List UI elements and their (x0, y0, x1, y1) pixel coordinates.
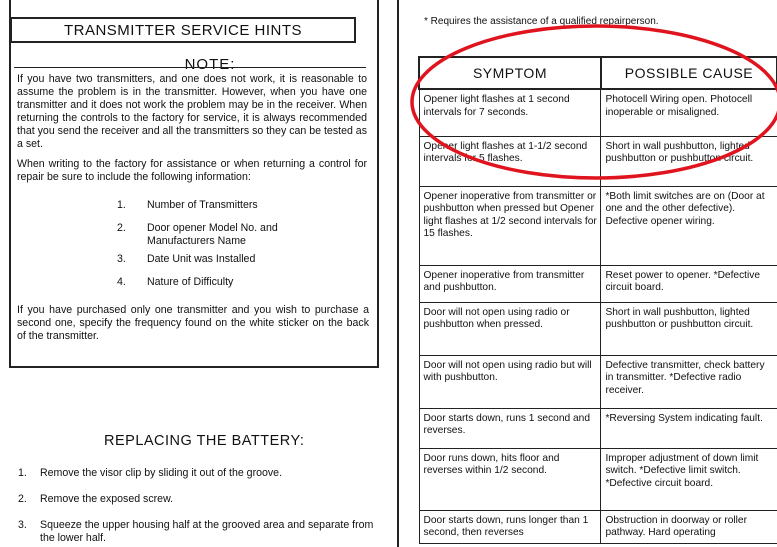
battery-step (18, 493, 378, 507)
table-row (419, 186, 777, 265)
cause-cell: Reset power to opener. *Defective circuit board. (601, 265, 777, 302)
symptom-cell: Opener light flashes at 1 second intervals for 7 seconds. (419, 89, 601, 136)
symptom-cell: Opener light flashes at 1-1/2 second intervals for 5 flashes. (419, 136, 601, 186)
column-divider (397, 0, 399, 547)
note-heading: NOTE: (184, 56, 236, 73)
service-hints-title: TRANSMITTER SERVICE HINTS (10, 17, 356, 43)
cause-cell: Photocell Wiring open. Photocell inoperable or misaligned. (601, 89, 777, 136)
symptom-cell: Door starts down, runs 1 second and reverses. (419, 408, 601, 448)
info-item-text: Nature of Difficulty (147, 276, 234, 288)
battery-heading: REPLACING THE BATTERY: (104, 433, 305, 449)
symptom-cell: Door will not open using radio but will with pushbutton. (419, 355, 601, 408)
info-item-number: 3. (117, 253, 126, 265)
symptom-cell: Opener inoperative from transmitter and pushbutton. (419, 265, 601, 302)
cause-cell: Improper adjustment of down limit switch. *Defective limit switch. *Defective circuit board. (601, 448, 777, 510)
table-row (419, 355, 777, 408)
cause-cell: Defective transmitter, check battery in transmitter. *Defective radio receiver. (601, 355, 777, 408)
table-row (419, 302, 777, 355)
info-list-item (117, 276, 357, 290)
info-item-number: 2. (117, 222, 126, 234)
battery-step-text: Remove the exposed screw. (40, 493, 174, 505)
note-paragraph-3: If you have purchased only one transmitter and you wish to purchase a second one, specify the frequency found on the white sticker on the back of the transmitter. (17, 304, 369, 342)
info-item-text: Door opener Model No. and Manufacturers Name (147, 222, 278, 247)
info-list-item (117, 199, 357, 213)
highlight-ellipse (412, 26, 777, 178)
note-paragraph-2: When writing to the factory for assistance or when returning a control for repair be sure to include the following information: (17, 158, 367, 183)
battery-step-number: 3. (18, 519, 27, 531)
note-divider (14, 67, 366, 68)
info-item-number: 4. (117, 276, 126, 288)
table-row (419, 408, 777, 448)
info-list-item (117, 253, 357, 267)
battery-step-number: 2. (18, 493, 27, 505)
symptom-cell: Door runs down, hits floor and reverses within 1/2 second. (419, 448, 601, 510)
cause-cell: Obstruction in doorway or roller pathway. Hard operating (601, 510, 777, 543)
battery-step-number: 1. (18, 467, 27, 479)
cause-cell: Short in wall pushbutton, lighted pushbutton or pushbutton circuit. (601, 136, 777, 186)
cause-cell: *Both limit switches are on (Door at one and the other defective). Defective opener wiring. (601, 186, 777, 265)
table-row (419, 448, 777, 510)
battery-step-text: Squeeze the upper housing half at the grooved area and separate from the lower half. (40, 519, 374, 544)
info-item-text: Number of Transmitters (147, 199, 258, 211)
symptom-cell: Opener inoperative from transmitter or pushbutton when pressed but Opener light flashes at 1/2 second intervals for 15 flashes. (419, 186, 601, 265)
note-paragraph-1: If you have two transmitters, and one does not work, it is reasonable to assume the problem is in the transmitter. However, when you have one transmitter and it does not work the problem may be in the receiver. When returning the controls to the factory for service, it is always recommended that you send the receiver and all the transmitters so they can be tested as a set. (17, 73, 367, 150)
battery-step (18, 519, 378, 547)
possible-cause-header: POSSIBLE CAUSE (601, 57, 777, 89)
info-item-number: 1. (117, 199, 126, 211)
battery-step (18, 467, 378, 481)
red-highlight-oval (406, 20, 777, 180)
cause-cell: Short in wall pushbutton, lighted pushbutton or pushbutton circuit. (601, 302, 777, 355)
requires-repairperson-note: * Requires the assistance of a qualified repairperson. (424, 16, 659, 27)
table-row (419, 265, 777, 302)
info-item-text: Date Unit was Installed (147, 253, 256, 265)
symptom-cell: Door will not open using radio or pushbutton when pressed. (419, 302, 601, 355)
symptom-cell: Door starts down, runs longer than 1 second, then reverses (419, 510, 601, 543)
info-list-item (117, 222, 357, 250)
cause-cell: *Reversing System indicating fault. (601, 408, 777, 448)
table-row (419, 510, 777, 543)
battery-step-text: Remove the visor clip by sliding it out of the groove. (40, 467, 283, 479)
symptom-header: SYMPTOM (419, 57, 601, 89)
